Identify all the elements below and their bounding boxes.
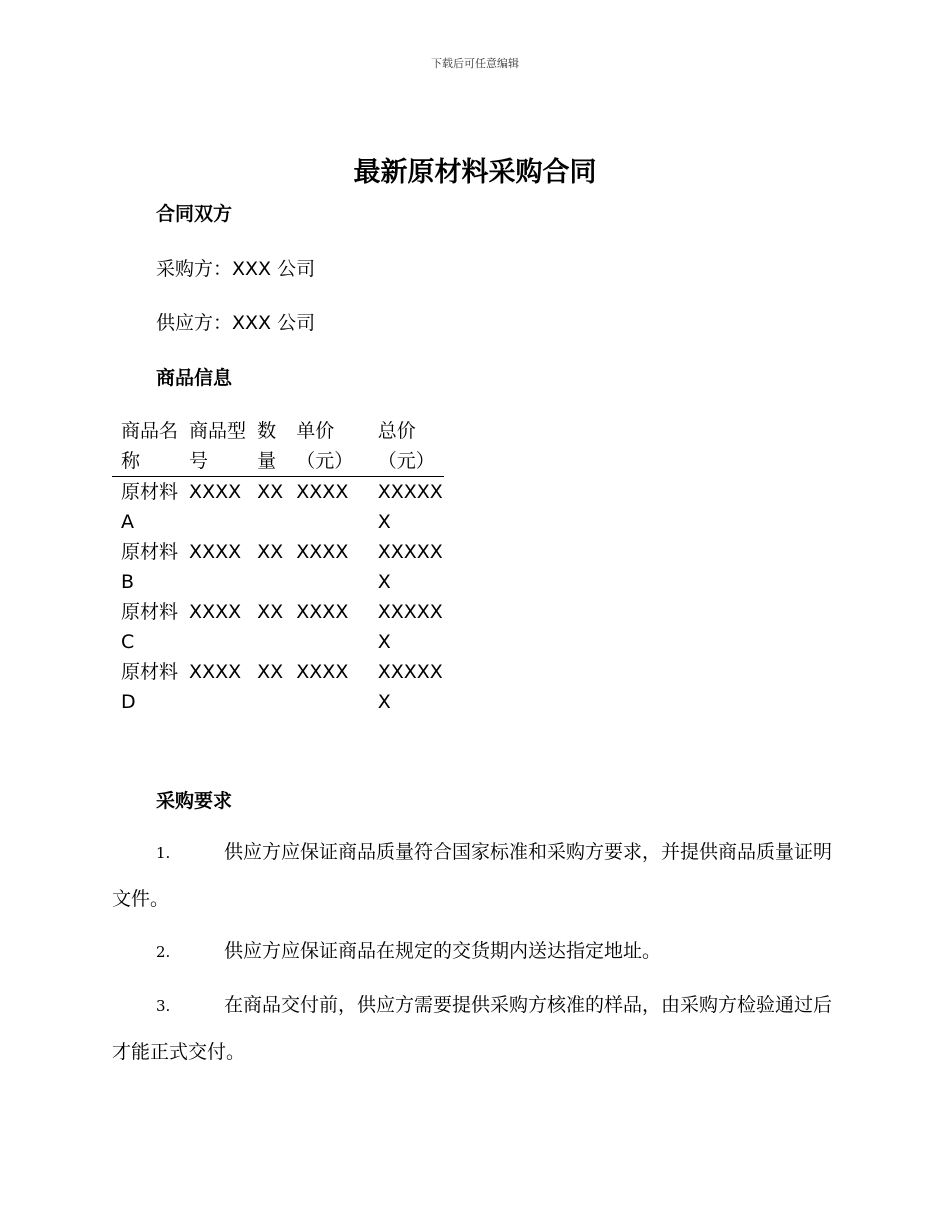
cell-total-price: XXXXXX [377, 481, 443, 533]
product-table-header [112, 416, 444, 477]
cell-product-name: 原材料 B [121, 541, 179, 593]
cell-quantity: XX [257, 661, 284, 683]
table-row [112, 597, 444, 657]
supplier-line: 供应方：XXX 公司 [156, 312, 316, 334]
cell-product-name: 原材料 A [121, 481, 179, 533]
cell-product-model: XXXX [189, 661, 242, 683]
cell-product-model: XXXX [189, 541, 242, 563]
requirement-number: 2. [156, 943, 171, 961]
column-header-name: 商品名称 [121, 420, 179, 472]
requirement-number: 1. [156, 844, 171, 862]
cell-quantity: XX [257, 601, 284, 623]
product-table-body [112, 477, 444, 718]
cell-quantity: XX [257, 541, 284, 563]
requirement-item-2 [112, 928, 842, 975]
table-row [112, 657, 444, 717]
requirement-number: 3. [156, 997, 171, 1015]
document-title: 最新原材料采购合同 [353, 157, 597, 188]
column-header-total-price: 总价（元） [377, 420, 435, 472]
section-heading-product-info: 商品信息 [156, 367, 233, 389]
requirement-item-1 [112, 829, 842, 922]
column-header-quantity: 数量 [257, 420, 277, 472]
cell-unit-price: XXXX [296, 601, 349, 623]
requirement-text: 供应方应保证商品在规定的交货期内送达指定地址。 [224, 940, 662, 962]
cell-unit-price: XXXX [296, 481, 349, 503]
cell-total-price: XXXXXX [377, 541, 443, 593]
header-note: 下载后可任意编辑 [431, 57, 519, 70]
buyer-line: 采购方：XXX 公司 [156, 258, 316, 280]
cell-total-price: XXXXXX [377, 661, 443, 713]
cell-product-model: XXXX [189, 481, 242, 503]
cell-total-price: XXXXXX [377, 601, 443, 653]
table-row [112, 477, 444, 538]
column-header-unit-price: 单价（元） [296, 420, 354, 472]
requirement-text: 供应方应保证商品质量符合国家标准和采购方要求，并提供商品质量证明文件。 [112, 841, 833, 910]
table-row [112, 537, 444, 597]
product-table [112, 416, 444, 717]
cell-product-name: 原材料 D [121, 661, 179, 713]
requirement-text: 在商品交付前，供应方需要提供采购方核准的样品，由采购方检验通过后才能正式交付。 [112, 994, 833, 1063]
cell-product-name: 原材料 C [121, 601, 179, 653]
requirement-item-3 [112, 982, 842, 1075]
section-heading-parties: 合同双方 [156, 203, 233, 225]
section-heading-requirements: 采购要求 [156, 790, 233, 812]
cell-product-model: XXXX [189, 601, 242, 623]
column-header-model: 商品型号 [189, 420, 247, 472]
cell-unit-price: XXXX [296, 661, 349, 683]
cell-quantity: XX [257, 481, 284, 503]
cell-unit-price: XXXX [296, 541, 349, 563]
